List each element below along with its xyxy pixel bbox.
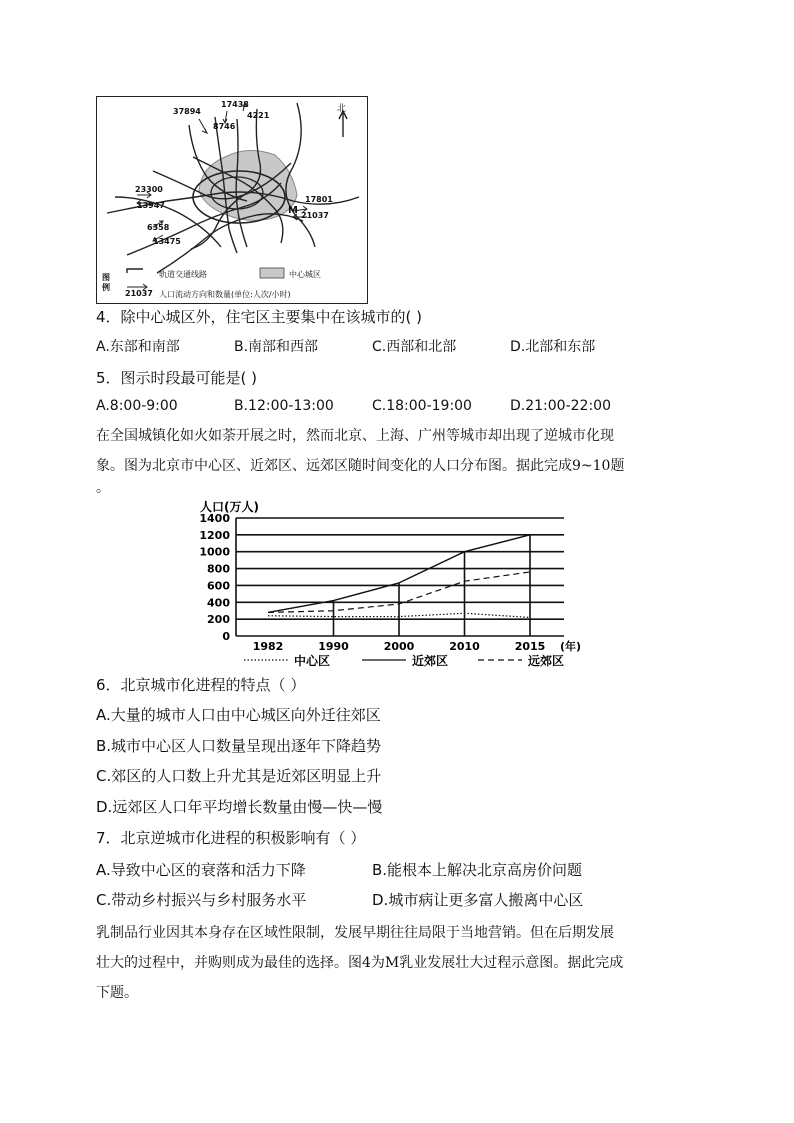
legend-rail-label: 轨道交通线路	[159, 270, 207, 279]
y-tick-label: 800	[207, 562, 230, 576]
y-axis-label: 人口(万人)	[200, 500, 259, 514]
y-tick-label: 1000	[199, 545, 230, 559]
question-5-option-d[interactable]: D.21:00-22:00	[510, 398, 611, 414]
city-flow-map	[96, 96, 368, 304]
flow-label-north-west: 37894	[173, 107, 201, 116]
question-5-stem: 5．图示时段最可能是( )	[96, 369, 258, 387]
question-5-option-b[interactable]: B.12:00-13:00	[234, 398, 334, 414]
population-chart	[196, 500, 596, 672]
legend-rail-icon	[127, 269, 143, 273]
question-4-option-c[interactable]: C.西部和北部	[372, 339, 457, 355]
question-6-option-b[interactable]: B.城市中心区人口数量呈现出逐年下降趋势	[96, 737, 382, 755]
question-7-option-d[interactable]: D.城市病让更多富人搬离中心区	[372, 891, 584, 909]
city-label-m: M	[288, 205, 298, 216]
x-axis-label: (年)	[560, 640, 582, 653]
question-4-option-d[interactable]: D.北部和东部	[510, 339, 596, 355]
question-4-option-b[interactable]: B.南部和西部	[234, 339, 319, 355]
legend-label-2: 远郊区	[528, 654, 565, 668]
question-4-stem: 4．除中心城区外，住宅区主要集中在该城市的( )	[96, 308, 423, 326]
legend-flow-label: 人口流动方向和数量(单位:人次/小时)	[159, 290, 291, 299]
x-tick-label: 1990	[318, 640, 349, 653]
legend-label-1: 近郊区	[412, 654, 449, 668]
y-tick-label: 1200	[199, 528, 230, 542]
question-7-stem: 7．北京逆城市化进程的积极影响有（ ）	[96, 829, 366, 847]
flow-label-south-in: 6358	[147, 223, 170, 232]
passage-2	[96, 918, 696, 1008]
flow-label-west-in: 23300	[135, 185, 163, 194]
y-tick-label: 0	[222, 630, 230, 643]
flow-label-east-out: 17801	[305, 195, 333, 204]
legend-title: 图例	[102, 273, 110, 292]
flow-label-west-out: 13947	[137, 201, 165, 210]
flow-label-north-in: 8746	[213, 122, 236, 131]
north-label: 北	[337, 104, 347, 114]
legend-label-0: 中心区	[294, 654, 331, 668]
population-chart-svg	[196, 500, 596, 672]
legend-center-swatch	[260, 268, 284, 278]
y-tick-label: 1400	[199, 512, 230, 525]
passage-1-line-3: 。	[96, 480, 110, 496]
flow-label-north-out: 17438	[221, 100, 249, 109]
x-tick-label: 2000	[383, 640, 415, 653]
passage-2-line-2: 壮大的过程中，并购则成为最佳的选择。图4为M乳业发展壮大过程示意图。据此完成	[96, 955, 624, 971]
y-tick-label: 600	[207, 579, 230, 593]
flow-label-north-east: 4221	[247, 111, 270, 120]
passage-1	[96, 421, 696, 495]
question-6-stem: 6．北京城市化进程的特点（ ）	[96, 676, 306, 694]
north-arrow-icon	[339, 111, 347, 137]
question-6-option-d[interactable]: D.远郊区人口年平均增长数量由慢—快—慢	[96, 798, 383, 816]
flow-label-south-out: 13475	[153, 237, 181, 246]
x-tick-label: 1982	[252, 640, 284, 653]
flow-label-east-in: 21037	[301, 211, 329, 220]
passage-1-line-2: 象。图为北京市中心区、近郊区、远郊区随时间变化的人口分布图。据此完成9~10题	[96, 458, 625, 474]
question-6-option-a[interactable]: A.大量的城市人口由中心城区向外迁往郊区	[96, 706, 381, 724]
x-tick-label: 2010	[449, 640, 480, 653]
legend-flow-number: 21037	[125, 289, 153, 298]
question-6-option-c[interactable]: C.郊区的人口数上升尤其是近郊区明显上升	[96, 767, 382, 785]
question-7-option-b[interactable]: B.能根本上解决北京高房价问题	[372, 861, 583, 879]
question-7-option-a[interactable]: A.导致中心区的衰落和活力下降	[96, 861, 306, 879]
y-tick-label: 400	[207, 596, 230, 610]
question-7-option-c[interactable]: C.带动乡村振兴与乡村服务水平	[96, 891, 307, 909]
passage-2-line-3: 下题。	[96, 985, 138, 1001]
passage-1-line-1: 在全国城镇化如火如荼开展之时，然而北京、上海、广州等城市却出现了逆城市化现	[96, 428, 614, 444]
question-5-option-a[interactable]: A.8:00-9:00	[96, 398, 178, 414]
y-tick-label: 200	[207, 613, 230, 627]
x-tick-label: 2015	[514, 640, 546, 653]
passage-2-line-1: 乳制品行业因其本身存在区域性限制，发展早期往往局限于当地营销。但在后期发展	[96, 925, 614, 941]
question-5-option-c[interactable]: C.18:00-19:00	[372, 398, 472, 414]
question-4-option-a[interactable]: A.东部和南部	[96, 339, 180, 355]
legend-center-label: 中心城区	[289, 270, 321, 279]
